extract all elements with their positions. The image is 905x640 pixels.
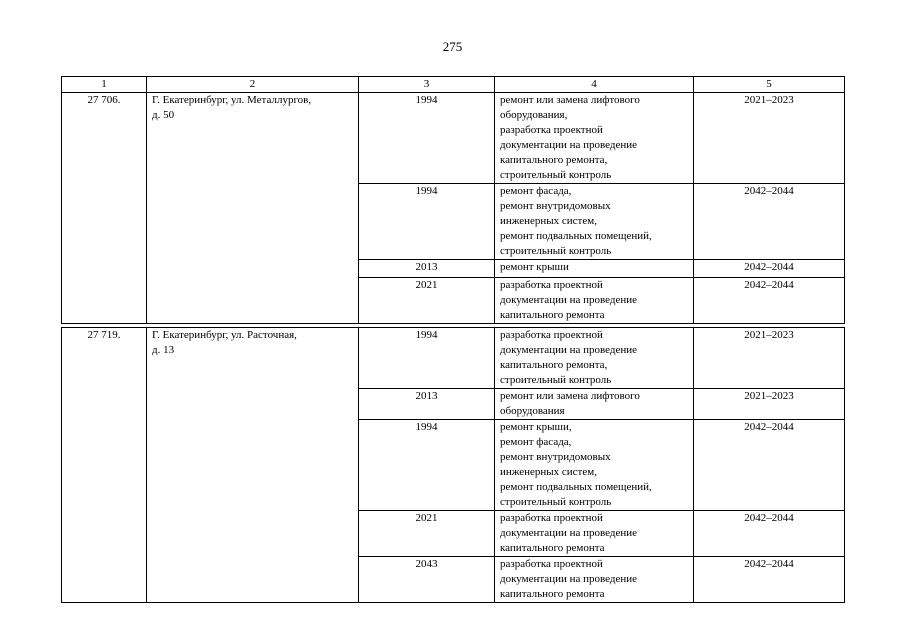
- works-line: оборудования: [500, 405, 565, 417]
- year-cell: 2021: [359, 278, 495, 324]
- works-line: ремонт подвальных помещений,: [500, 481, 652, 493]
- repair-schedule-table-2: [61, 327, 845, 603]
- works-cell: [495, 278, 694, 324]
- works-line: ремонт крыши: [500, 261, 569, 273]
- works-line: строительный контроль: [500, 496, 612, 508]
- works-line: инженерных систем,: [500, 215, 597, 227]
- repair-schedule-table-1: [61, 76, 845, 324]
- address-line: д. 50: [152, 109, 175, 121]
- works-line: капитального ремонта: [500, 588, 605, 600]
- works-line: капитального ремонта: [500, 309, 605, 321]
- works-cell: [495, 420, 694, 511]
- works-cell: [495, 184, 694, 260]
- works-line: ремонт фасада,: [500, 436, 572, 448]
- period-cell: 2042–2044: [694, 557, 845, 603]
- period-cell: 2042–2044: [694, 278, 845, 324]
- works-line: документации на проведение: [500, 527, 638, 539]
- object-address: [147, 93, 359, 324]
- works-line: ремонт или замена лифтового: [500, 94, 640, 106]
- object-number: 27 719.: [62, 328, 147, 603]
- works-line: ремонт крыши,: [500, 421, 572, 433]
- works-line: документации на проведение: [500, 573, 638, 585]
- works-line: разработка проектной: [500, 558, 603, 570]
- year-cell: 1994: [359, 93, 495, 184]
- works-line: капитального ремонта: [500, 542, 605, 554]
- works-cell: [495, 389, 694, 420]
- object-number: 27 706.: [62, 93, 147, 324]
- works-line: ремонт внутридомовых: [500, 200, 611, 212]
- column-header-row: [62, 77, 845, 93]
- works-cell: [495, 328, 694, 389]
- address-line: д. 13: [152, 344, 175, 356]
- address-line: Г. Екатеринбург, ул. Металлургов,: [152, 94, 312, 106]
- page-number: 275: [442, 39, 463, 54]
- table-row: [62, 328, 845, 389]
- year-cell: 1994: [359, 328, 495, 389]
- works-line: документации на проведение: [500, 344, 638, 356]
- column-header-4: 4: [495, 77, 694, 93]
- works-line: документации на проведение: [500, 294, 638, 306]
- works-line: строительный контроль: [500, 374, 612, 386]
- period-cell: 2042–2044: [694, 511, 845, 557]
- works-line: ремонт внутридомовых: [500, 451, 611, 463]
- works-line: оборудования,: [500, 109, 568, 121]
- year-cell: 2013: [359, 389, 495, 420]
- works-line: документации на проведение: [500, 139, 638, 151]
- works-cell: [495, 93, 694, 184]
- works-cell: [495, 511, 694, 557]
- works-line: капитального ремонта,: [500, 154, 608, 166]
- year-cell: 1994: [359, 420, 495, 511]
- column-header-1: 1: [62, 77, 147, 93]
- year-cell: 1994: [359, 184, 495, 260]
- column-header-5: 5: [694, 77, 845, 93]
- year-cell: 2043: [359, 557, 495, 603]
- works-cell: [495, 557, 694, 603]
- works-line: ремонт или замена лифтового: [500, 390, 640, 402]
- period-cell: 2021–2023: [694, 93, 845, 184]
- object-address: [147, 328, 359, 603]
- year-cell: 2013: [359, 260, 495, 278]
- period-cell: 2042–2044: [694, 184, 845, 260]
- works-line: строительный контроль: [500, 245, 612, 257]
- works-line: разработка проектной: [500, 124, 603, 136]
- works-cell: [495, 260, 694, 278]
- works-line: разработка проектной: [500, 329, 603, 341]
- period-cell: 2021–2023: [694, 389, 845, 420]
- period-cell: 2042–2044: [694, 420, 845, 511]
- works-line: капитального ремонта,: [500, 359, 608, 371]
- works-line: ремонт фасада,: [500, 185, 572, 197]
- year-cell: 2021: [359, 511, 495, 557]
- period-cell: 2042–2044: [694, 260, 845, 278]
- period-cell: 2021–2023: [694, 328, 845, 389]
- works-line: разработка проектной: [500, 512, 603, 524]
- works-line: строительный контроль: [500, 169, 612, 181]
- works-line: разработка проектной: [500, 279, 603, 291]
- works-line: ремонт подвальных помещений,: [500, 230, 652, 242]
- table-row: [62, 93, 845, 184]
- column-header-2: 2: [147, 77, 359, 93]
- address-line: Г. Екатеринбург, ул. Расточная,: [152, 329, 297, 341]
- column-header-3: 3: [359, 77, 495, 93]
- works-line: инженерных систем,: [500, 466, 597, 478]
